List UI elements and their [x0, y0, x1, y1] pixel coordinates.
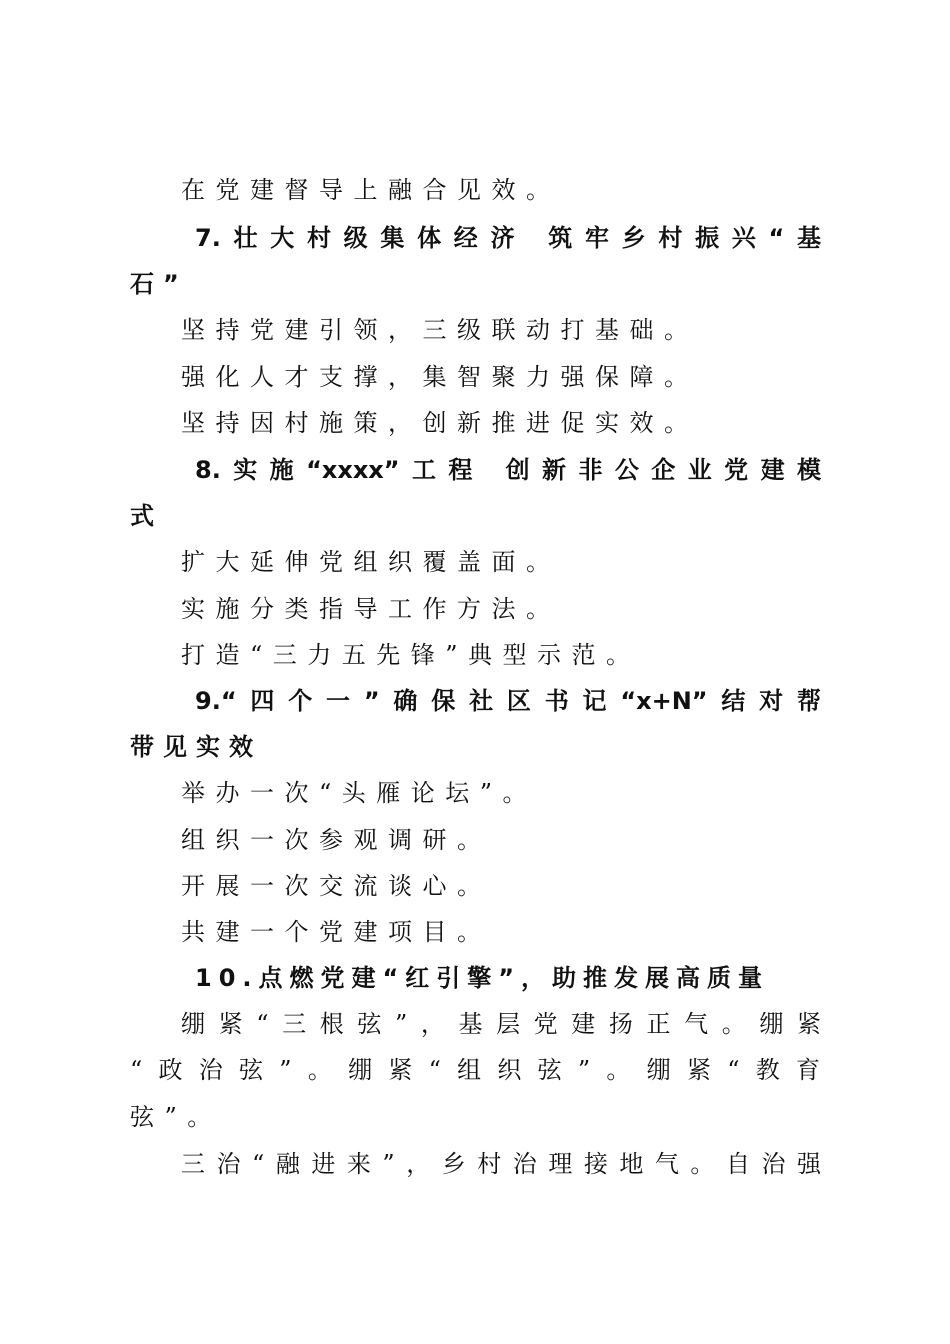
- paragraph-line: 在党建督导上融合见效。: [181, 176, 561, 204]
- paragraph-line: 打造“三力五先锋”典型示范。: [181, 641, 641, 669]
- paragraph-line: “政治弦”。绷紧“组织弦”。绷紧“教育: [130, 1056, 820, 1084]
- section-heading-8: 8.实施“xxxx”工程 创新非公企业党建模: [195, 456, 821, 484]
- paragraph-line: 坚持因村施策，创新推进促实效。: [181, 409, 699, 437]
- paragraph-line: 共建一个党建项目。: [181, 918, 492, 946]
- paragraph-line: 三治“融进来”，乡村治理接地气。自治强: [181, 1150, 821, 1178]
- paragraph-line: 弦”。: [130, 1103, 222, 1131]
- section-heading-7-continued: 石”: [130, 270, 188, 298]
- section-heading-7: 7.壮大村级集体经济 筑牢乡村振兴“基: [195, 224, 821, 252]
- paragraph-line: 开展一次交流谈心。: [181, 872, 492, 900]
- section-heading-8-continued: 式: [130, 502, 163, 530]
- paragraph-line: 强化人才支撑，集智聚力强保障。: [181, 363, 699, 391]
- paragraph-line: 组织一次参观调研。: [181, 826, 492, 854]
- paragraph-line: 实施分类指导工作方法。: [181, 595, 561, 623]
- section-heading-10: 10.点燃党建“红引擎”，助推发展高质量: [195, 964, 770, 992]
- paragraph-line: 扩大延伸党组织覆盖面。: [181, 548, 561, 576]
- paragraph-line: 坚持党建引领，三级联动打基础。: [181, 316, 699, 344]
- section-heading-9-continued: 带见实效: [130, 733, 262, 761]
- paragraph-line: 举办一次“头雁论坛”。: [181, 779, 538, 807]
- section-heading-9: 9.“四个一”确保社区书记“x+N”结对帮: [195, 687, 821, 715]
- paragraph-line: 绷紧“三根弦”，基层党建扬正气。绷紧: [181, 1010, 821, 1038]
